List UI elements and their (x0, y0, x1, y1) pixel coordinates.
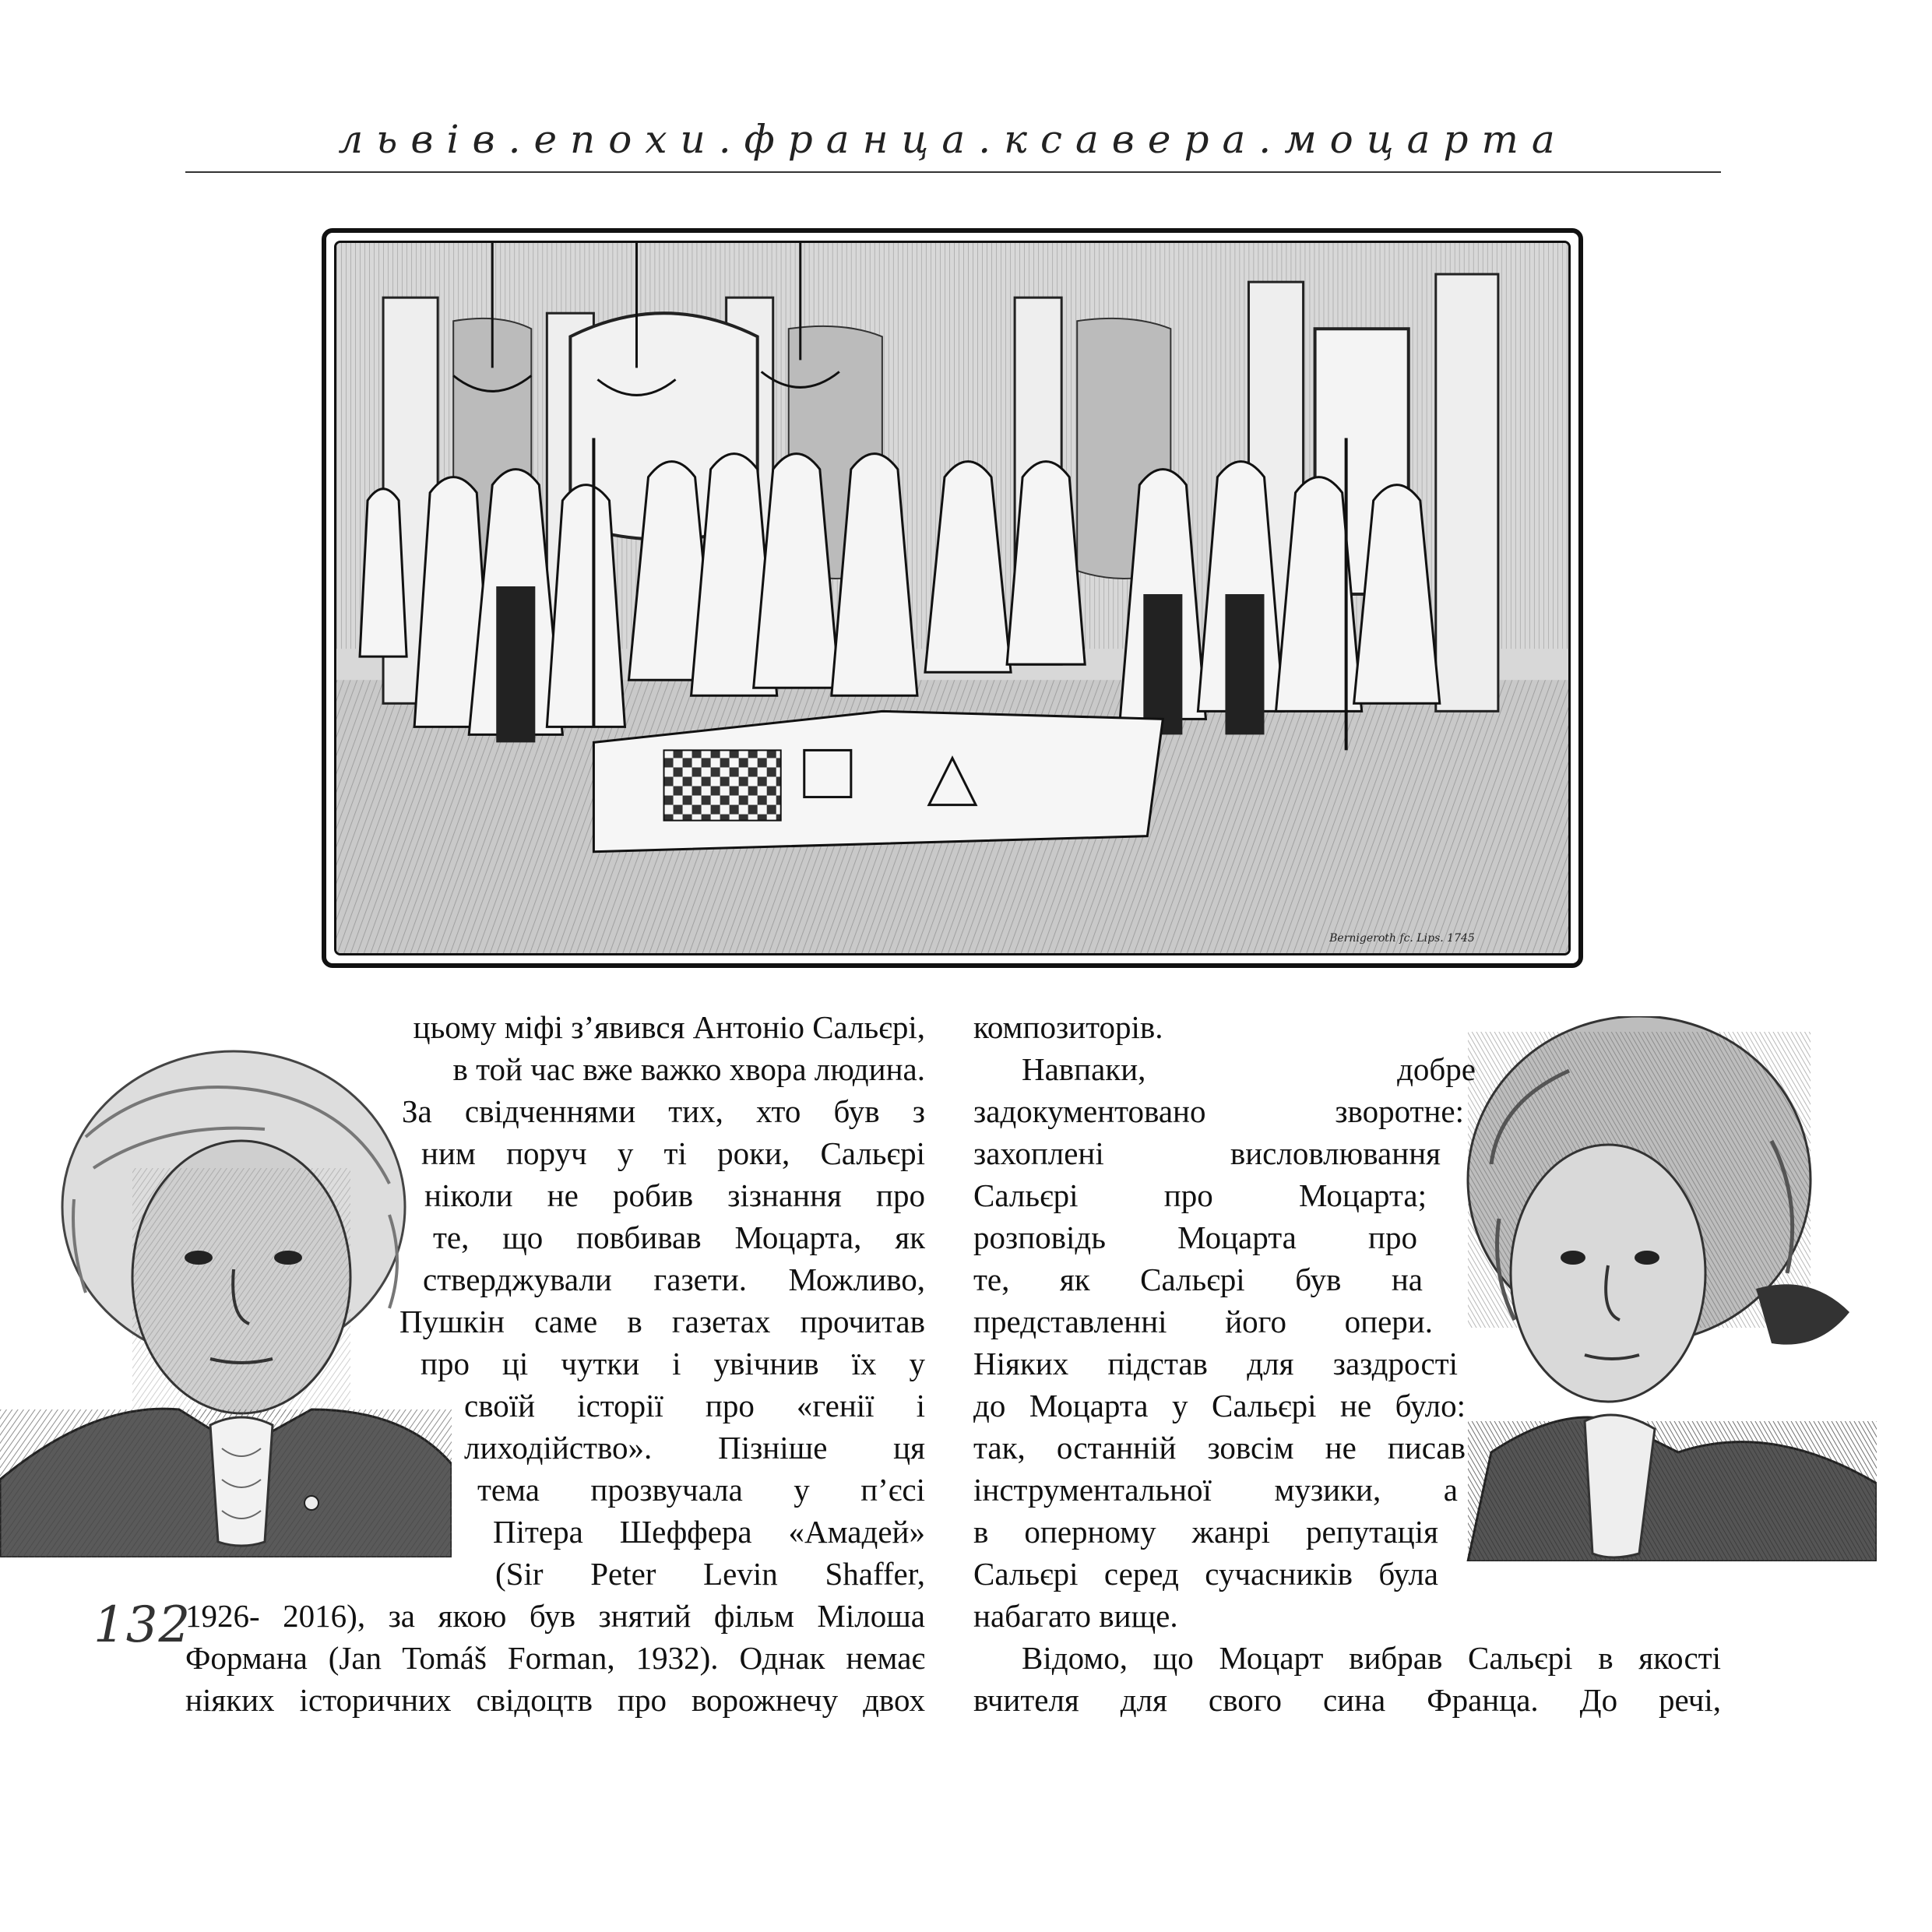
text-line: 1926- 2016), за якою був знятий фільм Мілоша (185, 1598, 925, 1634)
text-line: захоплені висловлювання (973, 1135, 1441, 1171)
text-line: лиходійство». Пізніше ця (464, 1430, 925, 1466)
text-line: вчителя для свого сина Франца. До речі, (973, 1682, 1721, 1718)
text-line: стверджували газети. Можливо, (423, 1262, 925, 1297)
text-line: так, останній зовсім не писав (973, 1430, 1466, 1466)
text-line: композиторів. (973, 1009, 1163, 1045)
text-line: ним поруч у ті роки, Сальєрі (421, 1135, 925, 1171)
text-line: цьому міфі з’явився Антоніо Сальєрі, (413, 1009, 925, 1045)
text-line: ніяких історичних свідоцтв про ворожнечу двох (185, 1682, 925, 1718)
text-line: набагато вище. (973, 1598, 1178, 1634)
text-line: представленні його опери. (973, 1304, 1433, 1339)
text-line: Пушкін саме в газетах прочитав (399, 1304, 925, 1339)
page-number: 132 (93, 1596, 192, 1654)
text-line: Пітера Шеффера «Амадей» (493, 1514, 925, 1550)
right-text-column (973, 1006, 1721, 1721)
text-line: Відомо, що Моцарт вибрав Сальєрі в якості (1022, 1640, 1721, 1676)
text-line: Формана (Jan Tomáš Forman, 1932). Однак немає (185, 1640, 925, 1676)
text-line: до Моцарта у Сальєрі не було: (973, 1388, 1466, 1423)
text-line: За свідченнями тих, хто був з (402, 1093, 925, 1129)
engraving-signature: Bernigeroth fc. Lips. 1745 (1329, 931, 1475, 945)
text-line: в той час вже важко хвора людина. (452, 1051, 925, 1087)
engraving-illustration (322, 228, 1583, 968)
text-line: Сальєрі про Моцарта; (973, 1177, 1427, 1213)
text-line: (Sir Peter Levin Shaffer, (495, 1556, 925, 1592)
text-line: інструментальної музики, а (973, 1472, 1458, 1508)
text-line: Ніяких підстав для заздрості (973, 1346, 1458, 1381)
text-line: ніколи не робив зізнання про (424, 1177, 925, 1213)
header-rule (185, 171, 1721, 173)
running-header: львів.епохи.франца.ксавера.моцарта (338, 117, 1568, 162)
text-line: задокументовано зворотне: (973, 1093, 1464, 1129)
text-line: розповідь Моцарта про (973, 1219, 1417, 1255)
text-line: Навпаки, добре (1022, 1051, 1476, 1087)
text-line: те, як Сальєрі був на (973, 1262, 1423, 1297)
text-line: своїй історії про «генії і (464, 1388, 925, 1423)
text-line: Сальєрі серед сучасників була (973, 1556, 1438, 1592)
text-line: те, що повбивав Моцарта, як (433, 1219, 925, 1255)
text-line: про ці чутки і увічнив їх у (421, 1346, 925, 1381)
text-line: в оперному жанрі репутація (973, 1514, 1438, 1550)
text-line: тема прозвучала у п’єсі (477, 1472, 925, 1508)
left-text-column (185, 1006, 925, 1721)
lodge-engraving (336, 243, 1568, 953)
